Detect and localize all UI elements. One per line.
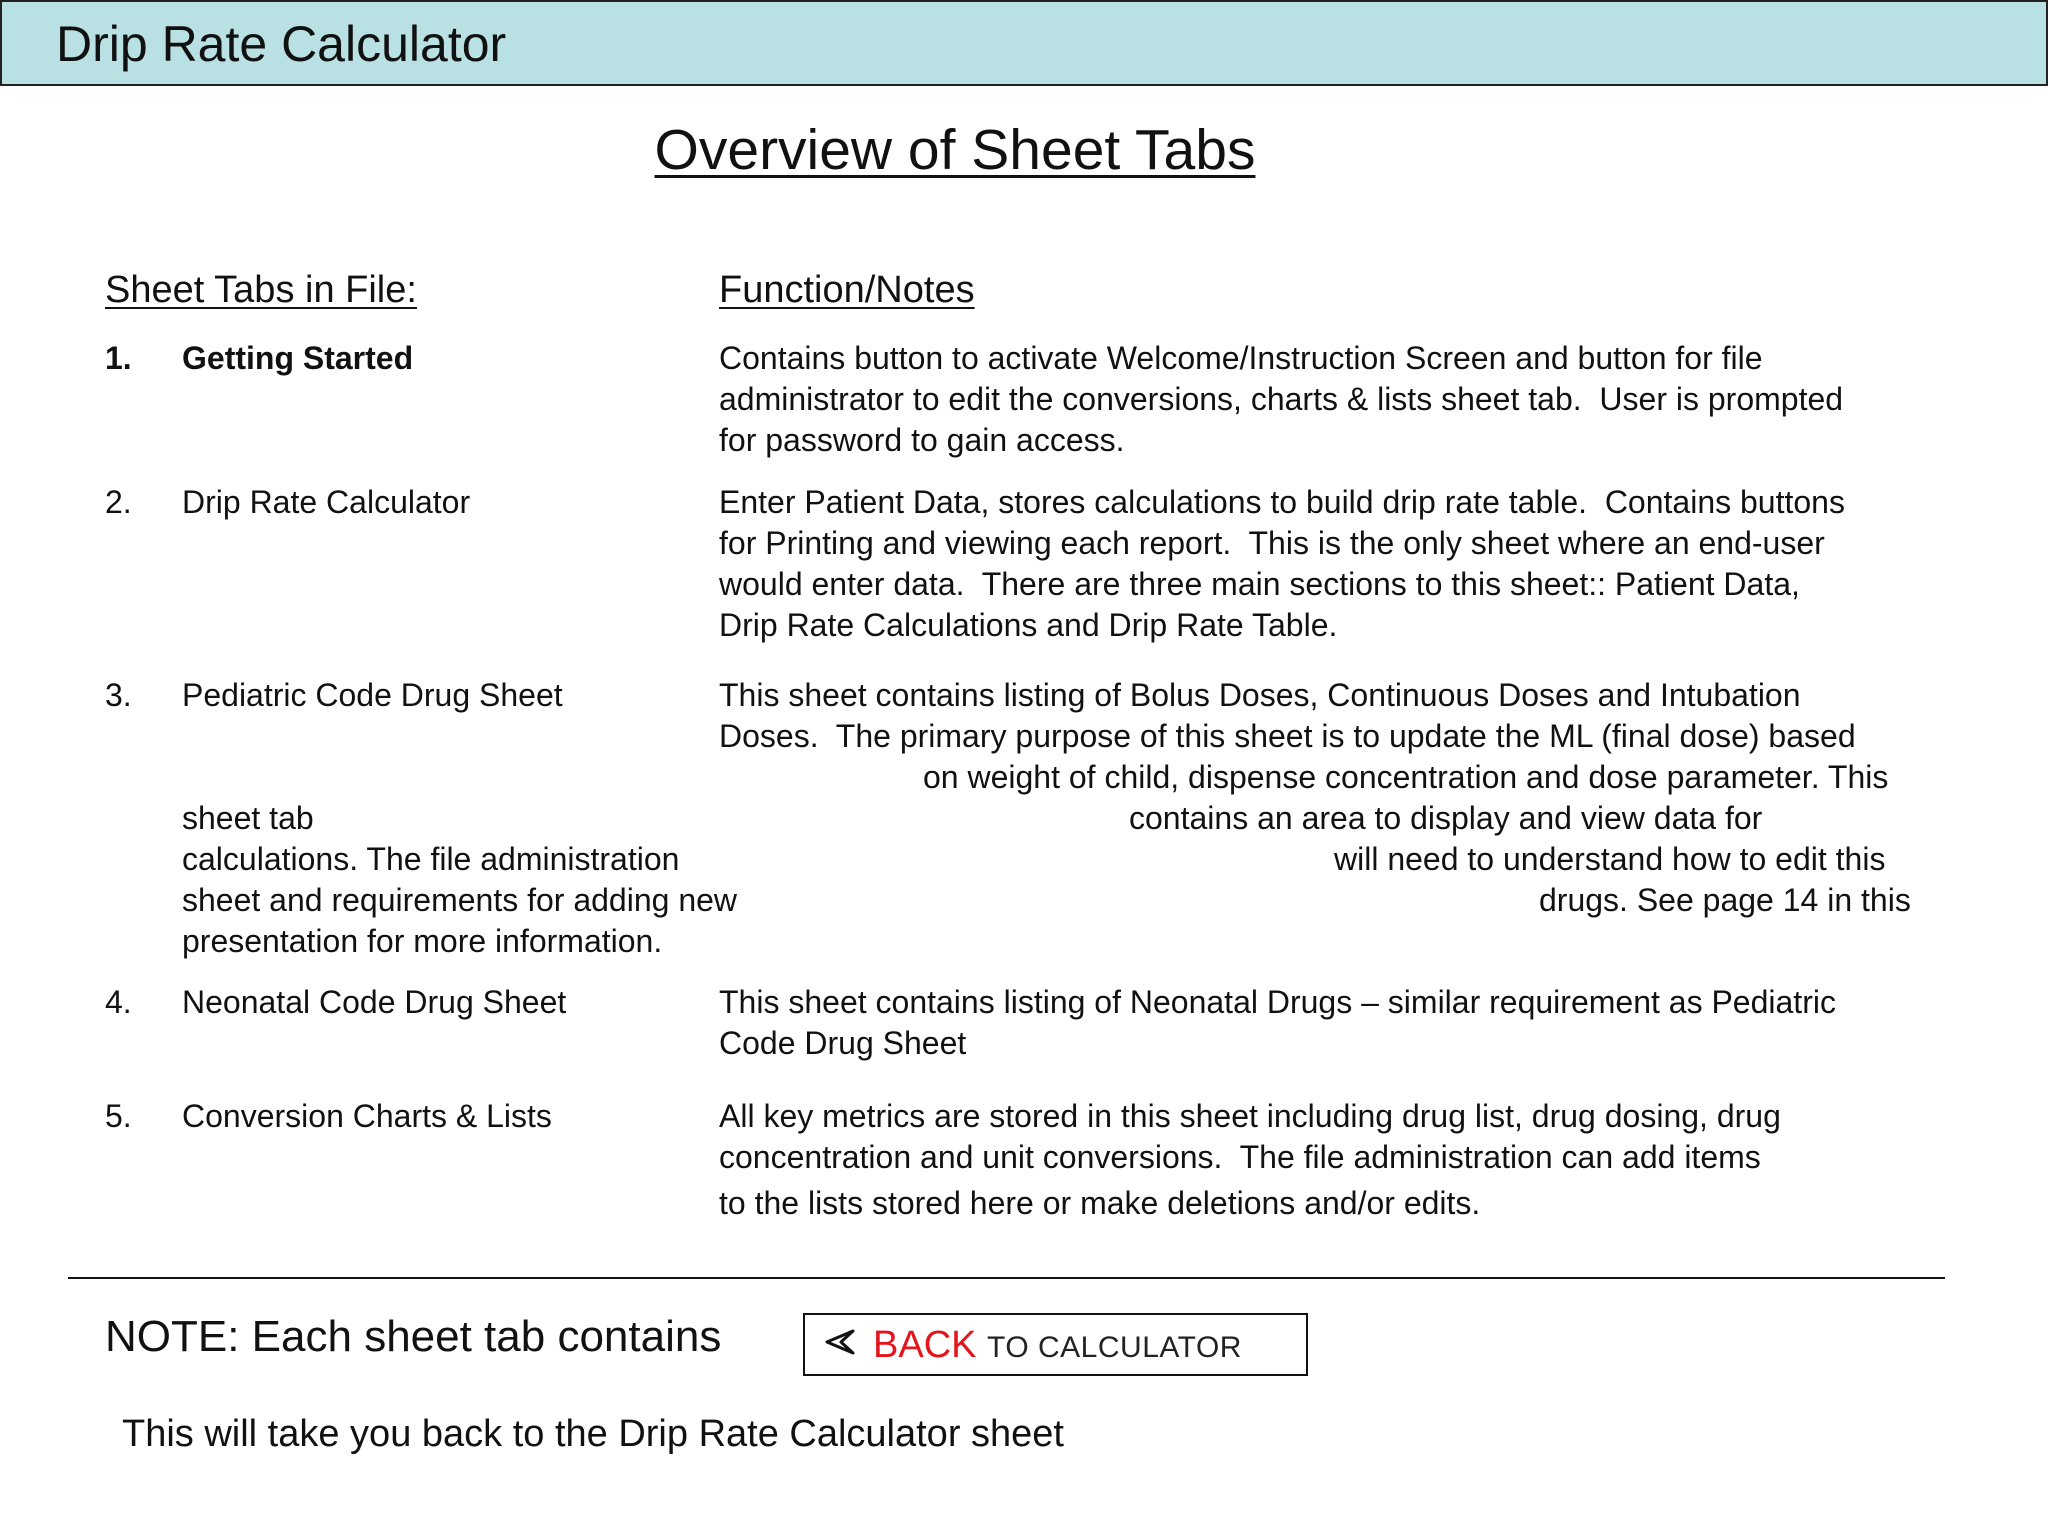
- description-fragment: calculations. The file administration: [182, 841, 680, 877]
- description-line: Enter Patient Data, stores calculations to build drip rate table. Contains buttons: [719, 484, 1845, 520]
- item-number: 4.: [105, 984, 132, 1020]
- description-line: to the lists stored here or make deletions and/or edits.: [719, 1185, 1481, 1221]
- page-title: Overview of Sheet Tabs: [654, 118, 1256, 182]
- item-description: [719, 338, 1979, 461]
- divider: [68, 1277, 1945, 1279]
- app-title: Drip Rate Calculator: [56, 16, 507, 72]
- description-line: This sheet contains listing of Bolus Doses, Continuous Doses and Intubation: [719, 677, 1801, 713]
- item-description: [719, 482, 1979, 646]
- title-bar: [0, 0, 2048, 86]
- item-description: [719, 675, 1979, 757]
- item-number: 2.: [105, 484, 132, 520]
- description-fragment: contains an area to display and view data for: [1129, 800, 1763, 836]
- item-name: Drip Rate Calculator: [182, 484, 471, 520]
- description-line: Code Drug Sheet: [719, 1025, 967, 1061]
- item-description: [719, 1096, 1979, 1224]
- description-line: Doses. The primary purpose of this sheet is to update the ML (final dose) based: [719, 718, 1856, 754]
- description-fragment: drugs. See page 14 in this: [1539, 882, 1911, 918]
- back-arrow-icon: [823, 1325, 857, 1359]
- back-to-calculator-button[interactable]: [803, 1313, 1308, 1376]
- description-fragment: sheet and requirements for adding new: [182, 882, 738, 918]
- item-description: [719, 982, 1979, 1064]
- description-line: would enter data. There are three main sections to this sheet:: Patient Data,: [719, 566, 1800, 602]
- item-name: Conversion Charts & Lists: [182, 1098, 552, 1134]
- description-line: All key metrics are stored in this sheet including drug list, drug dosing, drug: [719, 1098, 1781, 1134]
- description-line: This sheet contains listing of Neonatal Drugs – similar requirement as Pediatric: [719, 984, 1836, 1020]
- description-line: Contains button to activate Welcome/Instruction Screen and button for file: [719, 340, 1763, 376]
- description-fragment: sheet tab: [182, 800, 314, 836]
- description-line: for Printing and viewing each report. This is the only sheet where an end-user: [719, 525, 1825, 561]
- description-fragment: presentation for more information.: [182, 923, 663, 959]
- note-text: NOTE: Each sheet tab contains: [105, 1312, 722, 1361]
- description-line: administrator to edit the conversions, charts & lists sheet tab. User is prompted: [719, 381, 1844, 417]
- item-number: 1.: [105, 340, 132, 376]
- column-header-sheet-tabs: Sheet Tabs in File:: [105, 269, 417, 311]
- back-button-sub: TO CALCULATOR: [987, 1331, 1242, 1364]
- back-button-main: BACK: [873, 1324, 977, 1366]
- item-name: Pediatric Code Drug Sheet: [182, 677, 563, 713]
- item-name: Getting Started: [182, 340, 414, 376]
- column-header-function-notes: Function/Notes: [719, 269, 975, 311]
- description-line: concentration and unit conversions. The file administration can add items: [719, 1139, 1761, 1175]
- description-fragment: will need to understand how to edit this: [1334, 841, 1886, 877]
- description-line: Drip Rate Calculations and Drip Rate Table.: [719, 607, 1338, 643]
- back-button-label: [873, 1321, 1242, 1372]
- item-name: Neonatal Code Drug Sheet: [182, 984, 567, 1020]
- footer-text: This will take you back to the Drip Rate Calculator sheet: [122, 1413, 1064, 1455]
- description-fragment: on weight of child, dispense concentration and dose parameter. This: [923, 759, 1889, 795]
- description-line: for password to gain access.: [719, 422, 1125, 458]
- item-number: 5.: [105, 1098, 132, 1134]
- item-number: 3.: [105, 677, 132, 713]
